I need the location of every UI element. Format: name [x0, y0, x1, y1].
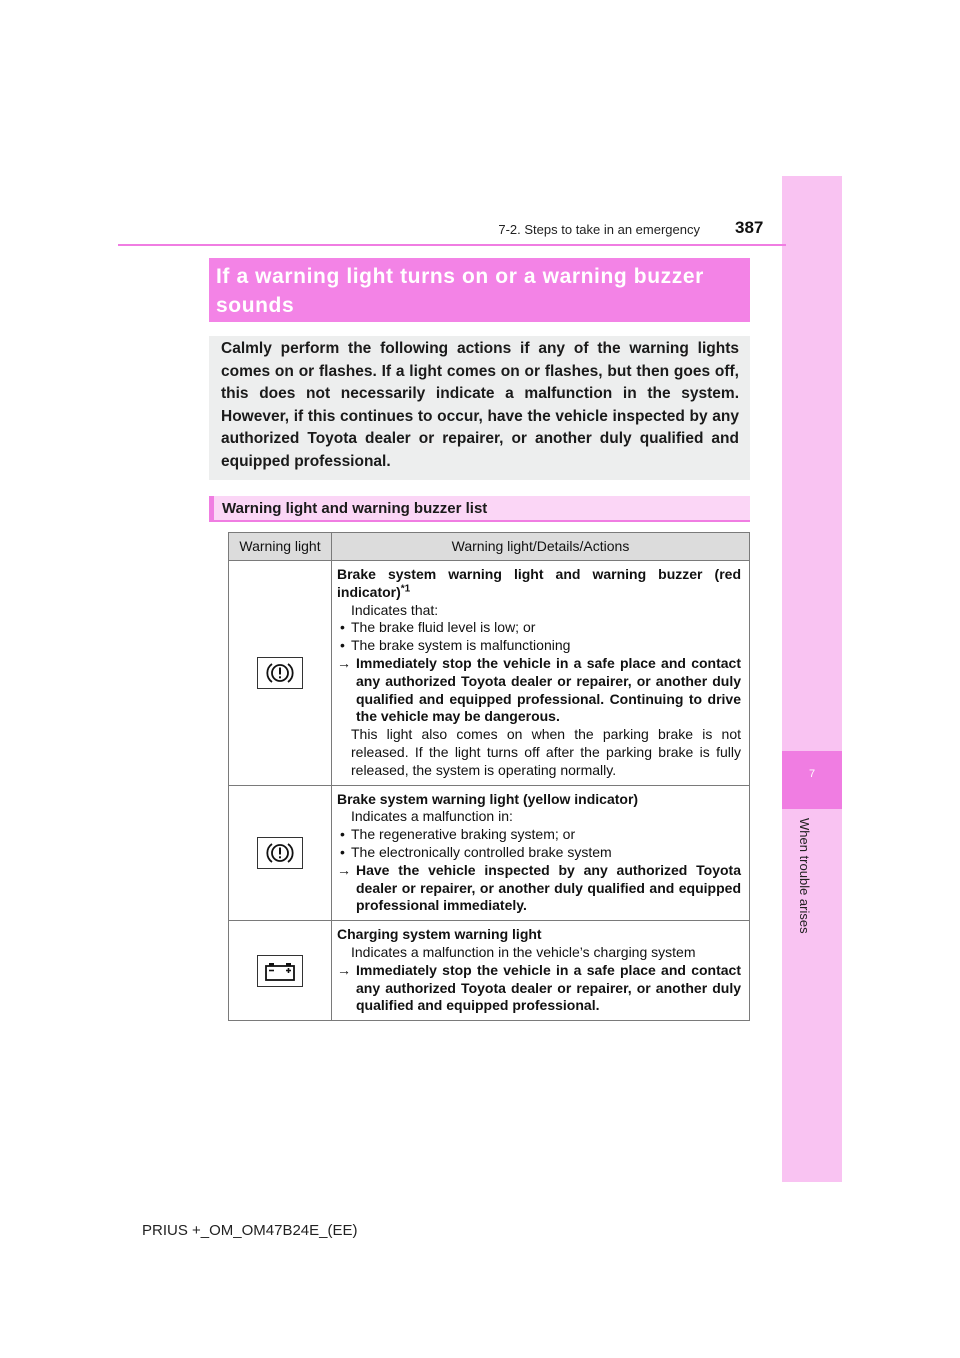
subheading-accent-bar	[209, 496, 214, 522]
action-text-content: Immediately stop the vehicle in a safe place and contact any authorized Toyota dealer or repairer, or another duly qualified and equipped professional.	[356, 961, 741, 1014]
action-text	[337, 962, 741, 1015]
page-title: If a warning light turns on or a warning buzzer sounds	[216, 265, 704, 317]
side-chapter-number-box	[782, 751, 842, 809]
arrow-icon: →	[337, 961, 351, 978]
indicates-text: Indicates a malfunction in:	[351, 808, 513, 825]
column-header-details: Warning light/Details/Actions	[332, 533, 750, 561]
page-number: 387	[735, 218, 764, 237]
list-item: • The regenerative braking system; or	[337, 826, 741, 844]
list-item: • The brake system is malfunctioning	[337, 637, 741, 655]
side-chapter-title: When trouble arises	[797, 818, 812, 934]
table-row	[229, 921, 750, 1021]
action-text-content: Immediately stop the vehicle in a safe place and contact any authorized Toyota dealer or repairer, or another duly qualified and equipped professional. Continuing to drive the vehicle may be dangerous.	[356, 654, 741, 725]
table-header-row	[229, 533, 750, 561]
side-chapter-number: 7	[808, 768, 816, 780]
list-item: • The brake fluid level is low; or	[337, 619, 741, 637]
icon-cell	[229, 785, 332, 921]
light-name: Brake system warning light (yellow indicator)	[337, 790, 639, 807]
battery-icon	[257, 955, 303, 987]
action-text	[337, 862, 741, 915]
arrow-icon: →	[337, 861, 351, 878]
brake-warning-icon	[257, 837, 303, 869]
table-row	[229, 785, 750, 921]
action-text-content: Have the vehicle inspected by any authorized Toyota dealer or repairer, or another duly qualified and equipped professional immediately.	[356, 861, 741, 914]
header-rule	[118, 244, 786, 246]
footnote-marker: *1	[400, 583, 411, 595]
warning-light-table	[228, 532, 750, 1021]
table-row	[229, 561, 750, 786]
brake-warning-icon	[257, 657, 303, 689]
indicates-text: Indicates a malfunction in the vehicle’s charging system	[351, 943, 696, 960]
action-text	[337, 655, 741, 726]
icon-cell	[229, 921, 332, 1021]
details-cell	[332, 561, 750, 786]
light-name: Brake system warning light and warning buzzer (red indicator)	[337, 566, 741, 600]
side-chapter-tab	[782, 176, 842, 1182]
intro-text: Calmly perform the following actions if any of the warning lights comes on or flashes. If a light comes on or flashes, but then goes off, this does not necessarily indicate a malfunction in the system. However, if this continues to occur, have the vehicle inspected by any authorized Toyota dealer or repairer, or another duly qualified and equipped professional.	[221, 340, 739, 470]
column-header-warning-light: Warning light	[229, 533, 332, 561]
section-label: 7-2. Steps to take in an emergency	[498, 222, 700, 237]
details-cell	[332, 921, 750, 1021]
note-text: This light also comes on when the parking brake is not released. If the light turns off after the parking brake is fully released, the system is operating normally.	[351, 726, 741, 778]
subheading-text: Warning light and warning buzzer list	[222, 500, 488, 517]
list-item: • The electronically controlled brake system	[337, 844, 741, 862]
light-name: Charging system warning light	[337, 926, 542, 943]
icon-cell	[229, 561, 332, 786]
arrow-icon: →	[337, 654, 351, 671]
indicates-text: Indicates that:	[351, 601, 439, 618]
footer-document-code: PRIUS +_OM_OM47B24E_(EE)	[142, 1222, 358, 1239]
details-cell	[332, 785, 750, 921]
